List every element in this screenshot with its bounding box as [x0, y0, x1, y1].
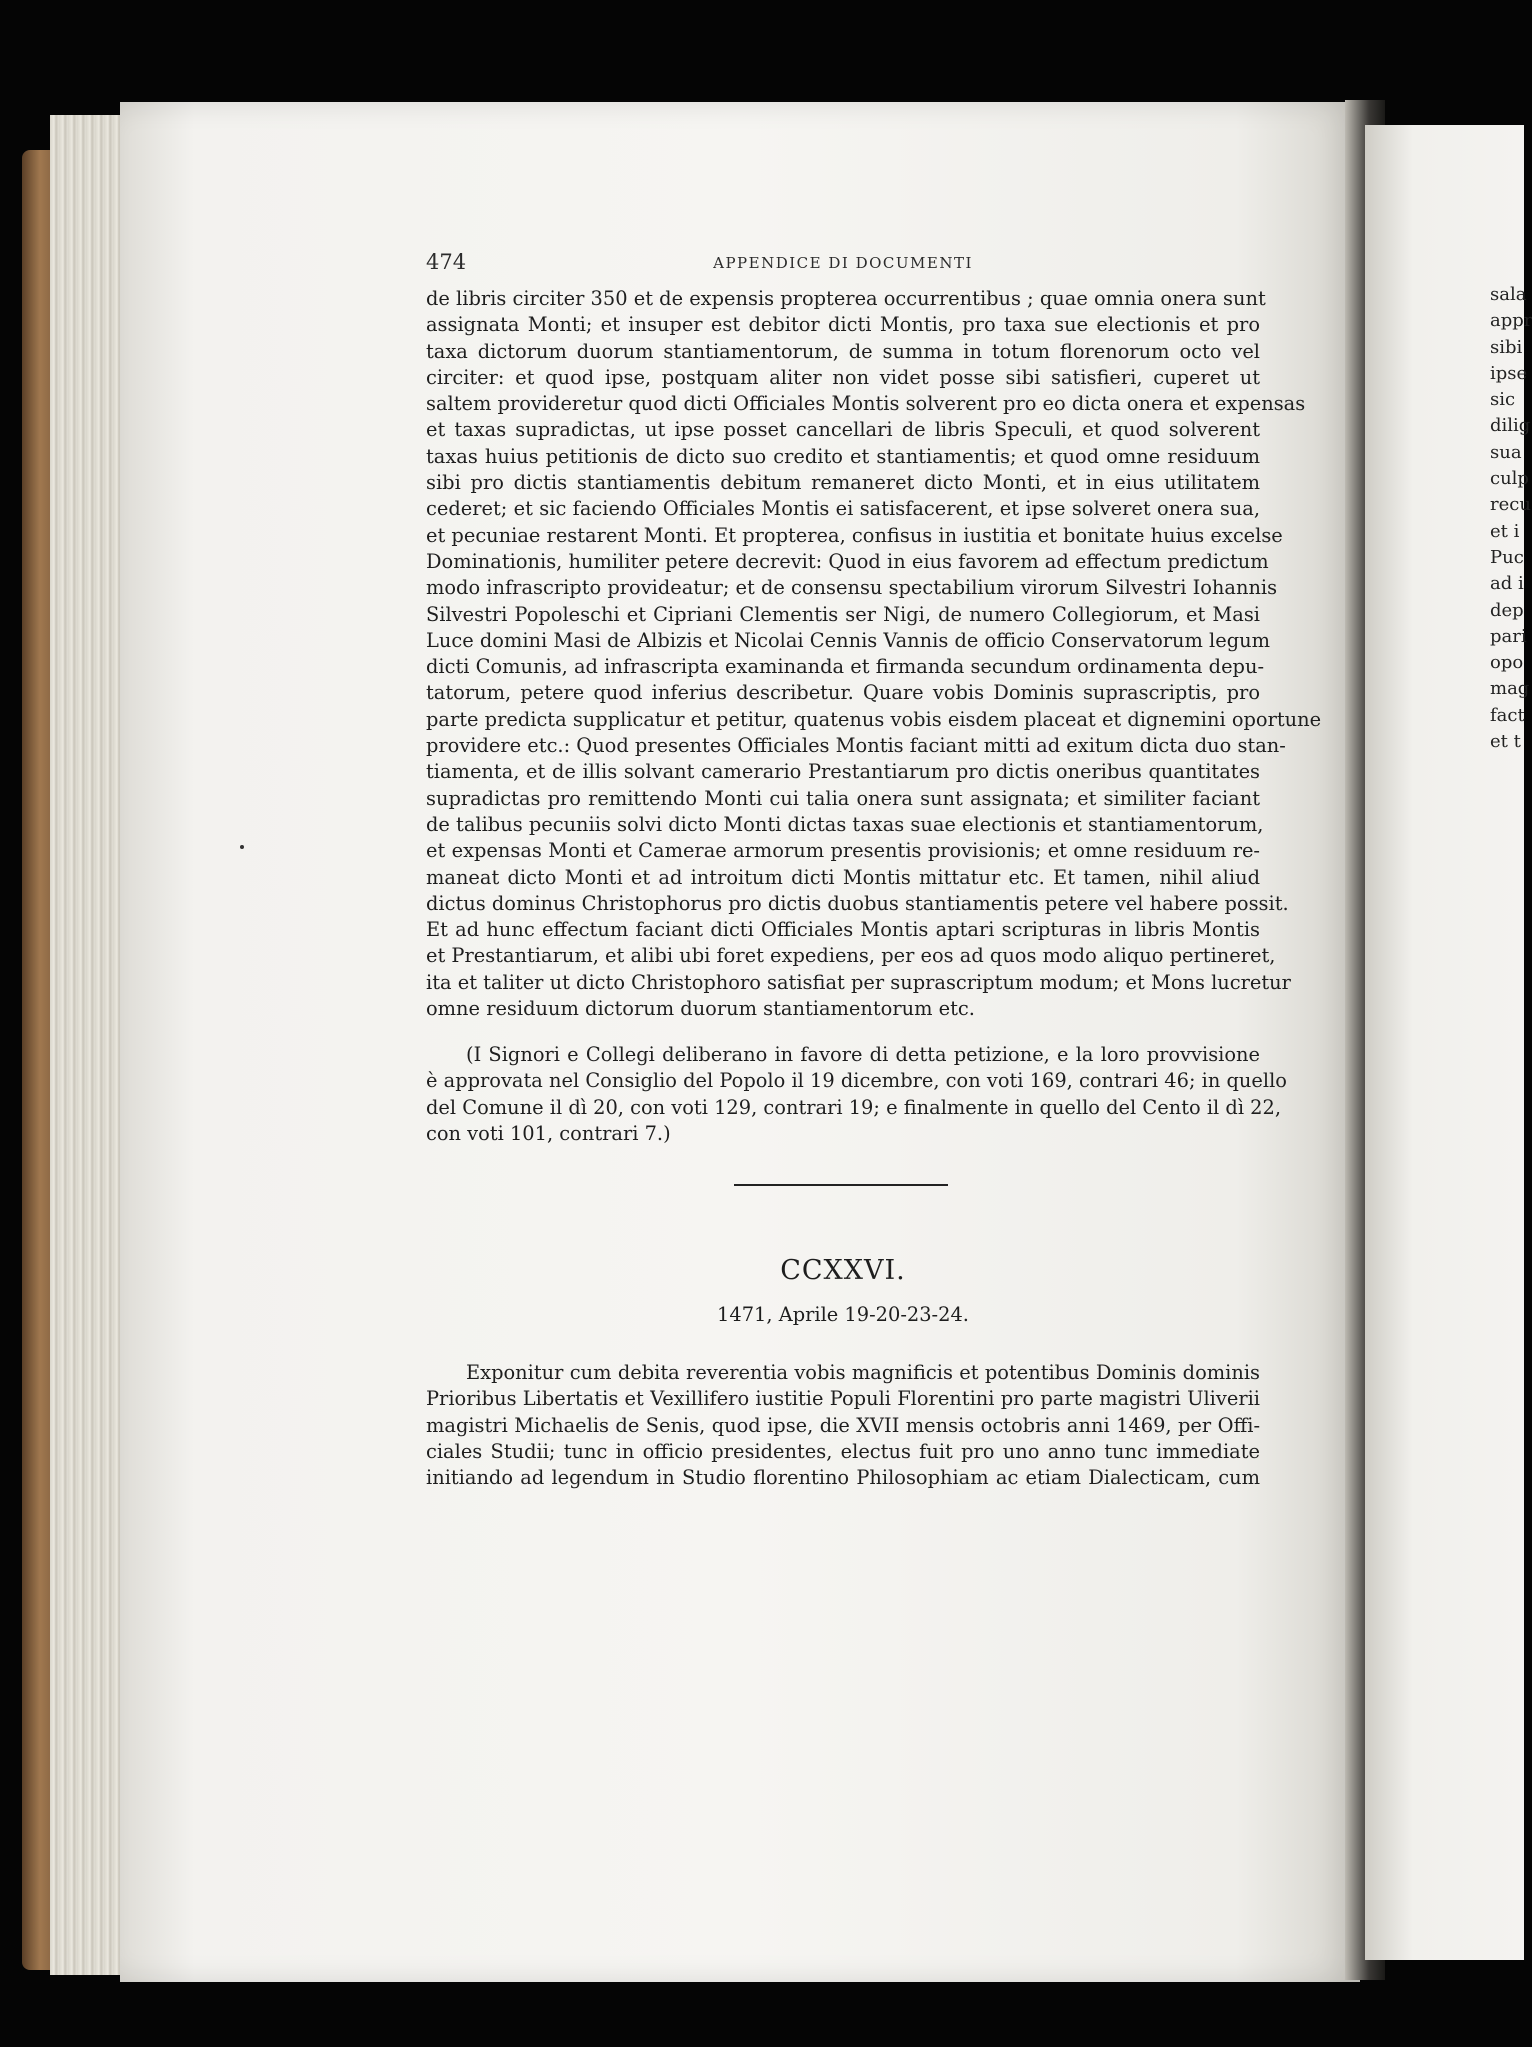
text-line: et Prestantiarum, et alibi ubi foret expediens, per eos ad quos modo aliquo pertineret, — [426, 944, 1276, 968]
text-line: dicti Comunis, ad infrascripta examinanda et firmanda secundum ordinamenta depu- — [426, 655, 1265, 679]
facing-page-text — [1490, 282, 1530, 755]
facing-line: et t — [1490, 731, 1521, 753]
text-line: ita et taliter ut dicto Christophoro satisfiat per suprascriptum modum; et Mons lucretur — [426, 970, 1291, 994]
page-number: 474 — [426, 250, 467, 274]
facing-line: Puc — [1490, 546, 1524, 568]
note-line: con voti 101, contrari 7.) — [426, 1121, 671, 1145]
text-line: maneat dicto Monti et ad introitum dicti Montis mittatur etc. Et tamen, nihil aliud — [426, 865, 1260, 889]
text-line: magistri Michaelis de Senis, quod ipse, die XVII mensis octobris anni 1469, per Offi- — [426, 1413, 1260, 1437]
editorial-note — [426, 1042, 1287, 1147]
text-line: omne residuum dictorum duorum stantiamentorum etc. — [426, 997, 975, 1021]
facing-line: dilig — [1490, 415, 1531, 437]
section-divider — [734, 1184, 948, 1186]
facing-line: sua — [1490, 441, 1522, 463]
facing-line: appr — [1490, 310, 1532, 332]
text-line: Prioribus Libertatis et Vexillifero iustitie Populi Florentini pro parte magistri Uliverii — [426, 1387, 1260, 1411]
text-line: de libris circiter 350 et de expensis propterea occurrentibus ; quae omnia onera sunt — [426, 287, 1266, 310]
text-line: et taxas supradictas, ut ipse posset cancellari de libris Speculi, et quod solverent — [426, 418, 1260, 442]
text-line: cederet; et sic faciendo Officiales Montis ei satisfacerent, et ipse solveret onera sua, — [426, 497, 1260, 521]
text-line: tatorum, petere quod inferius describetur. Quare vobis Dominis suprascriptis, pro — [426, 681, 1260, 705]
text-line: circiter: et quod ipse, postquam aliter non videt posse sibi satisfieri, cuperet ut — [426, 365, 1260, 389]
text-line: modo infrascripto provideatur; et de consensu spectabilium virorum Silvestri Iohannis — [426, 576, 1278, 600]
text-line: et pecuniae restarent Monti. Et propterea, confisus in iustitia et bonitate huius excelse — [426, 523, 1283, 547]
text-line: dictus dominus Christophorus pro dictis duobus stantiamentis petere vel habere possit. — [426, 891, 1289, 915]
running-head — [426, 250, 1260, 278]
facing-line: ipse — [1490, 362, 1528, 384]
text-line: sibi pro dictis stantiamentis debitum remaneret dicto Monti, et in eius utilitatem — [426, 471, 1260, 495]
document-date: 1471, Aprile 19-20-23-24. — [717, 1303, 969, 1326]
facing-line: ad i — [1490, 573, 1524, 595]
facing-line: et i — [1490, 520, 1520, 542]
document-text — [426, 1360, 1260, 1491]
text-line: et expensas Monti et Camerae armorum presentis provisionis; et omne residuum re- — [426, 839, 1260, 863]
text-line: Silvestri Popoleschi et Cipriani Clementis ser Nigi, de numero Collegiorum, et Masi — [426, 602, 1260, 626]
facing-line: opo — [1490, 652, 1524, 674]
note-line: (I Signori e Collegi deliberano in favore di detta petizione, e la loro provvisione — [466, 1043, 1260, 1066]
facing-line: sibi — [1490, 336, 1523, 358]
text-line: initiando ad legendum in Studio florentino Philosophiam ac etiam Dialecticam, cum — [426, 1466, 1260, 1490]
facing-line: pari — [1490, 625, 1527, 647]
facing-line: culp — [1490, 468, 1529, 490]
facing-line: sala — [1490, 284, 1527, 305]
text-line: providere etc.: Quod presentes Officiales Montis faciant mitti ad exitum dicta duo stan- — [426, 734, 1286, 758]
text-line: Dominationis, humiliter petere decrevit: Quod in eius favorem ad effectum predictum — [426, 549, 1269, 573]
text-line: tiamenta, et de illis solvant camerario Prestantiarum pro dictis oneribus quantitates — [426, 760, 1260, 784]
text-line: taxa dictorum duorum stantiamentorum, de summa in totum florenorum octo vel — [426, 339, 1260, 363]
text-line: de talibus pecuniis solvi dicto Monti dictas taxas suae electionis et stantiamentorum, — [426, 812, 1264, 836]
note-line: del Comune il dì 20, con voti 129, contrari 19; e finalmente in quello del Cento il dì 22, — [426, 1095, 1282, 1119]
text-line: supradictas pro remittendo Monti cui talia onera sunt assignata; et similiter faciant — [426, 786, 1260, 810]
facing-line: dep — [1490, 599, 1524, 621]
text-line: assignata Monti; et insuper est debitor dicti Montis, pro taxa sue electionis et pro — [426, 313, 1260, 337]
text-line: Et ad hunc effectum faciant dicti Officiales Montis aptari scripturas in libris Montis — [426, 918, 1260, 942]
running-title: APPENDICE DI DOCUMENTI — [713, 254, 973, 272]
facing-line: sic — [1490, 389, 1516, 411]
facing-line: mag — [1490, 678, 1530, 700]
facing-line: recu — [1490, 494, 1531, 516]
text-line: saltem provideretur quod dicti Officiales Montis solverent pro eo dicta onera et expensas — [426, 392, 1306, 416]
paper-speck — [240, 845, 244, 849]
text-line: taxas huius petitionis de dicto suo credito et stantiamentis; et quod omne residuum — [426, 444, 1260, 468]
petition-text — [426, 286, 1322, 1022]
document-number: CCXXVI. — [780, 1255, 906, 1286]
text-line: ciales Studii; tunc in officio presidentes, electus fuit pro uno anno tunc immediate — [426, 1439, 1260, 1463]
note-line: è approvata nel Consiglio del Popolo il 19 dicembre, con voti 169, contrari 46; in quello — [426, 1069, 1287, 1093]
text-line: Exponitur cum debita reverentia vobis magnificis et potentibus Dominis dominis — [466, 1361, 1260, 1384]
facing-line: fact — [1490, 704, 1525, 726]
text-line: parte predicta supplicatur et petitur, quatenus vobis eisdem placeat et dignemini oportune — [426, 707, 1322, 731]
text-line: Luce domini Masi de Albizis et Nicolai Cennis Vannis de officio Conservatorum legum — [426, 628, 1271, 652]
